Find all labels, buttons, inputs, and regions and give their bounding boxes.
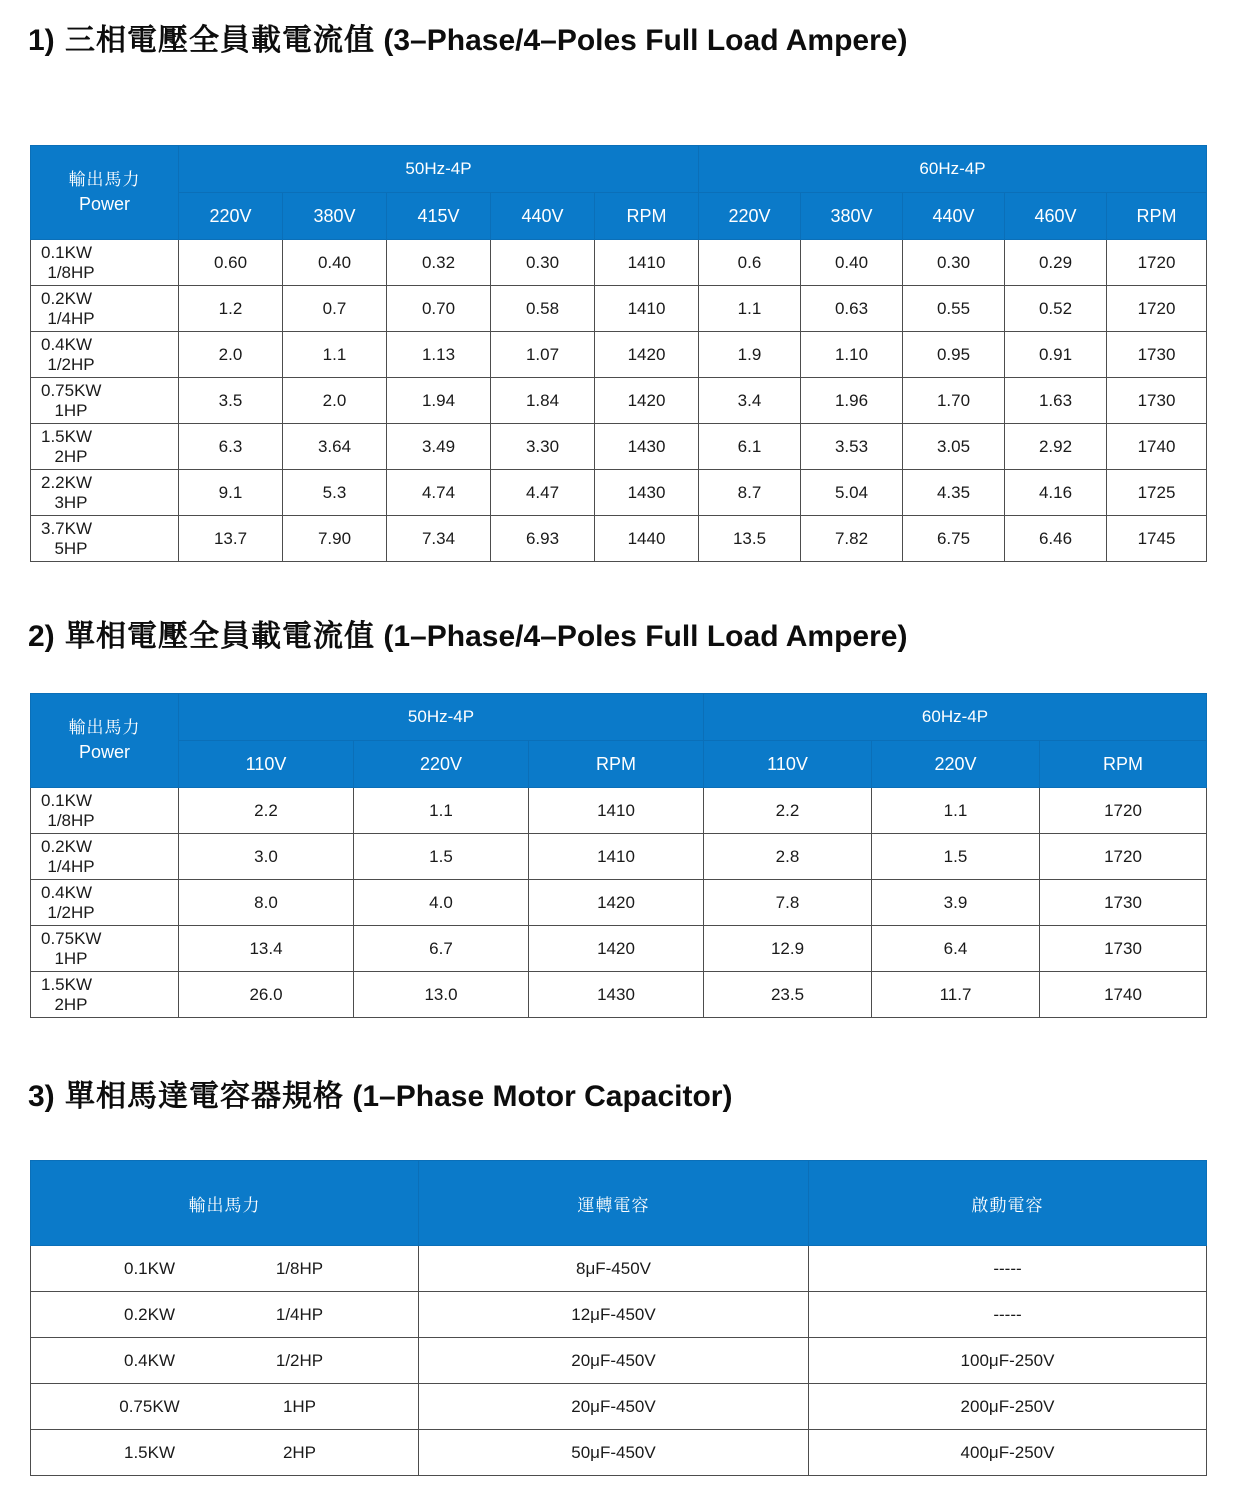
value-cell: 0.6 xyxy=(699,240,801,286)
table-1-col-60hz-rpm: RPM xyxy=(1107,193,1207,240)
table-1-group-50hz: 50Hz-4P xyxy=(179,146,699,193)
value-cell: 1.94 xyxy=(387,378,491,424)
value-cell: 1410 xyxy=(529,788,704,834)
value-cell: 1740 xyxy=(1107,424,1207,470)
value-cell: 23.5 xyxy=(704,972,872,1018)
value-cell: 1740 xyxy=(1040,972,1207,1018)
value-cell: 1420 xyxy=(529,926,704,972)
value-cell: 1730 xyxy=(1040,880,1207,926)
table-3-body xyxy=(31,1246,1207,1476)
value-cell: 2.92 xyxy=(1005,424,1107,470)
value-cell: 3.0 xyxy=(179,834,354,880)
value-cell: 6.4 xyxy=(872,926,1040,972)
value-cell: 0.32 xyxy=(387,240,491,286)
power-cell xyxy=(31,880,179,926)
power-cell xyxy=(31,378,179,424)
value-cell: 4.35 xyxy=(903,470,1005,516)
power-hp: 5HP xyxy=(54,538,88,558)
table-1-col-60hz-460v: 460V xyxy=(1005,193,1107,240)
value-cell: 13.0 xyxy=(354,972,529,1018)
power-kw: 1.5KW xyxy=(41,974,93,994)
value-cell: 1.96 xyxy=(801,378,903,424)
power-cell xyxy=(31,1430,419,1476)
power-kw: 0.2KW xyxy=(41,836,93,856)
power-cell xyxy=(31,1292,419,1338)
table-1-col-60hz-380v: 380V xyxy=(801,193,903,240)
table-2-container xyxy=(30,693,1207,1018)
value-cell: 1410 xyxy=(595,286,699,332)
value-cell: 0.60 xyxy=(179,240,283,286)
power-cell xyxy=(31,332,179,378)
section-2-title-cjk: 單相電壓全員載電流值 xyxy=(65,619,376,654)
power-hp: 1HP xyxy=(282,1396,317,1416)
value-cell: 4.47 xyxy=(491,470,595,516)
table-2-col-50hz-rpm: RPM xyxy=(529,741,704,788)
power-hp: 2HP xyxy=(54,994,88,1014)
table-row xyxy=(31,972,1207,1018)
table-2-head xyxy=(31,694,1207,788)
value-cell: 1725 xyxy=(1107,470,1207,516)
value-cell: 0.63 xyxy=(801,286,903,332)
section-3-title-cjk: 單相馬達電容器規格 xyxy=(65,1079,345,1114)
value-cell: 0.7 xyxy=(283,286,387,332)
power-cell xyxy=(31,424,179,470)
value-cell: 1.1 xyxy=(354,788,529,834)
power-hp: 1/2HP xyxy=(275,1350,324,1370)
value-cell: 9.1 xyxy=(179,470,283,516)
table-2-col-50hz-220v: 220V xyxy=(354,741,529,788)
table-row xyxy=(31,834,1207,880)
table-2-col-50hz-110v: 110V xyxy=(179,741,354,788)
section-1-heading xyxy=(28,24,907,59)
value-cell: 8.0 xyxy=(179,880,354,926)
start-capacitor-cell: ----- xyxy=(809,1246,1207,1292)
value-cell: 6.3 xyxy=(179,424,283,470)
start-capacitor-cell: 100μF-250V xyxy=(809,1338,1207,1384)
table-1-power-header-cjk: 輸出馬力 xyxy=(68,169,141,190)
table-row xyxy=(31,516,1207,562)
value-cell: 6.93 xyxy=(491,516,595,562)
power-hp: 1/8HP xyxy=(275,1258,324,1278)
value-cell: 0.30 xyxy=(491,240,595,286)
value-cell: 2.0 xyxy=(179,332,283,378)
section-2-number: 2) xyxy=(28,620,55,653)
run-capacitor-cell: 8μF-450V xyxy=(419,1246,809,1292)
value-cell: 1.5 xyxy=(872,834,1040,880)
value-cell: 4.0 xyxy=(354,880,529,926)
table-1-group-60hz: 60Hz-4P xyxy=(699,146,1207,193)
value-cell: 11.7 xyxy=(872,972,1040,1018)
section-2-title-latin: (1–Phase/4–Poles Full Load Ampere) xyxy=(383,620,908,653)
power-cell xyxy=(31,286,179,332)
power-hp: 1/4HP xyxy=(275,1304,324,1324)
start-capacitor-cell: ----- xyxy=(809,1292,1207,1338)
power-kw: 0.75KW xyxy=(119,1396,180,1416)
value-cell: 13.4 xyxy=(179,926,354,972)
table-1-container xyxy=(30,145,1207,562)
value-cell: 0.52 xyxy=(1005,286,1107,332)
power-kw: 0.2KW xyxy=(41,288,93,308)
power-kw: 0.4KW xyxy=(41,334,93,354)
value-cell: 0.91 xyxy=(1005,332,1107,378)
value-cell: 2.2 xyxy=(179,788,354,834)
power-kw: 3.7KW xyxy=(41,518,93,538)
table-3-col-run-capacitor: 運轉電容 xyxy=(419,1161,809,1246)
power-kw: 1.5KW xyxy=(41,426,93,446)
value-cell: 2.8 xyxy=(704,834,872,880)
table-1-col-50hz-220v: 220V xyxy=(179,193,283,240)
value-cell: 1.07 xyxy=(491,332,595,378)
value-cell: 6.75 xyxy=(903,516,1005,562)
table-row xyxy=(31,1338,1207,1384)
power-hp: 1HP xyxy=(54,400,88,420)
power-hp: 1HP xyxy=(54,948,88,968)
value-cell: 3.64 xyxy=(283,424,387,470)
value-cell: 1.2 xyxy=(179,286,283,332)
power-hp: 2HP xyxy=(54,446,88,466)
table-3-col-start-capacitor: 啟動電容 xyxy=(809,1161,1207,1246)
table-2-group-50hz: 50Hz-4P xyxy=(179,694,704,741)
table-3-container xyxy=(30,1160,1207,1476)
value-cell: 8.7 xyxy=(699,470,801,516)
table-2-header-row-subs xyxy=(31,741,1207,788)
power-kw: 2.2KW xyxy=(41,472,93,492)
power-hp: 1/2HP xyxy=(47,354,95,374)
value-cell: 1420 xyxy=(529,880,704,926)
value-cell: 1440 xyxy=(595,516,699,562)
table-1-header-row-subs xyxy=(31,193,1207,240)
table-1-col-60hz-220v: 220V xyxy=(699,193,801,240)
power-cell xyxy=(31,926,179,972)
value-cell: 0.58 xyxy=(491,286,595,332)
value-cell: 13.7 xyxy=(179,516,283,562)
value-cell: 6.7 xyxy=(354,926,529,972)
value-cell: 1420 xyxy=(595,332,699,378)
value-cell: 5.3 xyxy=(283,470,387,516)
power-kw: 0.75KW xyxy=(41,380,102,400)
power-cell xyxy=(31,1384,419,1430)
table-1-col-50hz-440v: 440V xyxy=(491,193,595,240)
value-cell: 26.0 xyxy=(179,972,354,1018)
run-capacitor-cell: 50μF-450V xyxy=(419,1430,809,1476)
value-cell: 12.9 xyxy=(704,926,872,972)
power-kw: 0.1KW xyxy=(123,1258,176,1278)
power-kw: 0.4KW xyxy=(123,1350,176,1370)
table-1-col-50hz-380v: 380V xyxy=(283,193,387,240)
value-cell: 0.40 xyxy=(283,240,387,286)
run-capacitor-cell: 12μF-450V xyxy=(419,1292,809,1338)
value-cell: 7.82 xyxy=(801,516,903,562)
value-cell: 1720 xyxy=(1040,834,1207,880)
table-2-header-row-groups xyxy=(31,694,1207,741)
power-cell xyxy=(31,240,179,286)
value-cell: 5.04 xyxy=(801,470,903,516)
value-cell: 1745 xyxy=(1107,516,1207,562)
start-capacitor-cell: 400μF-250V xyxy=(809,1430,1207,1476)
value-cell: 3.30 xyxy=(491,424,595,470)
run-capacitor-cell: 20μF-450V xyxy=(419,1338,809,1384)
table-row xyxy=(31,240,1207,286)
section-3-title-latin: (1–Phase Motor Capacitor) xyxy=(352,1080,733,1113)
power-cell xyxy=(31,788,179,834)
value-cell: 1.1 xyxy=(872,788,1040,834)
section-3-heading xyxy=(28,1080,732,1115)
value-cell: 1.1 xyxy=(699,286,801,332)
power-hp: 1/4HP xyxy=(47,308,95,328)
value-cell: 1.63 xyxy=(1005,378,1107,424)
power-cell xyxy=(31,834,179,880)
value-cell: 3.9 xyxy=(872,880,1040,926)
power-kw: 0.4KW xyxy=(41,882,93,902)
start-capacitor-cell: 200μF-250V xyxy=(809,1384,1207,1430)
table-2-body xyxy=(31,788,1207,1018)
single-phase-full-load-ampere-table xyxy=(30,693,1207,1018)
value-cell: 4.74 xyxy=(387,470,491,516)
value-cell: 3.4 xyxy=(699,378,801,424)
table-1-head xyxy=(31,146,1207,240)
value-cell: 7.8 xyxy=(704,880,872,926)
power-hp: 2HP xyxy=(282,1442,317,1462)
value-cell: 1720 xyxy=(1107,286,1207,332)
power-hp: 1/2HP xyxy=(47,902,95,922)
power-cell xyxy=(31,516,179,562)
value-cell: 6.46 xyxy=(1005,516,1107,562)
value-cell: 1.70 xyxy=(903,378,1005,424)
table-2-group-60hz: 60Hz-4P xyxy=(704,694,1207,741)
table-row xyxy=(31,424,1207,470)
value-cell: 0.95 xyxy=(903,332,1005,378)
value-cell: 1430 xyxy=(595,424,699,470)
table-2-col-60hz-220v: 220V xyxy=(872,741,1040,788)
power-kw: 1.5KW xyxy=(123,1442,176,1462)
value-cell: 13.5 xyxy=(699,516,801,562)
table-1-header-row-groups xyxy=(31,146,1207,193)
table-row xyxy=(31,470,1207,516)
value-cell: 4.16 xyxy=(1005,470,1107,516)
table-3-header-row xyxy=(31,1161,1207,1246)
value-cell: 1430 xyxy=(595,470,699,516)
table-row xyxy=(31,788,1207,834)
table-3-head xyxy=(31,1161,1207,1246)
value-cell: 0.30 xyxy=(903,240,1005,286)
power-kw: 0.2KW xyxy=(123,1304,176,1324)
table-2-power-header xyxy=(31,694,179,788)
value-cell: 2.0 xyxy=(283,378,387,424)
value-cell: 1430 xyxy=(529,972,704,1018)
value-cell: 0.40 xyxy=(801,240,903,286)
power-kw: 0.75KW xyxy=(41,928,102,948)
value-cell: 3.49 xyxy=(387,424,491,470)
value-cell: 3.05 xyxy=(903,424,1005,470)
table-2-power-header-cjk: 輸出馬力 xyxy=(68,717,141,738)
value-cell: 1.84 xyxy=(491,378,595,424)
table-row xyxy=(31,1292,1207,1338)
value-cell: 0.29 xyxy=(1005,240,1107,286)
value-cell: 1730 xyxy=(1040,926,1207,972)
value-cell: 3.5 xyxy=(179,378,283,424)
table-1-col-60hz-440v: 440V xyxy=(903,193,1005,240)
power-kw: 0.1KW xyxy=(41,790,93,810)
value-cell: 1720 xyxy=(1107,240,1207,286)
power-kw: 0.1KW xyxy=(41,242,93,262)
power-cell xyxy=(31,470,179,516)
section-1-number: 1) xyxy=(28,24,55,57)
table-row xyxy=(31,1246,1207,1292)
section-1-title-latin: (3–Phase/4–Poles Full Load Ampere) xyxy=(383,24,908,57)
single-phase-motor-capacitor-table xyxy=(30,1160,1207,1476)
table-3-col-power: 輸出馬力 xyxy=(31,1161,419,1246)
value-cell: 1.5 xyxy=(354,834,529,880)
power-cell xyxy=(31,1338,419,1384)
table-row xyxy=(31,1384,1207,1430)
power-hp: 1/8HP xyxy=(47,262,95,282)
power-cell xyxy=(31,972,179,1018)
three-phase-full-load-ampere-table xyxy=(30,145,1207,562)
table-1-body xyxy=(31,240,1207,562)
value-cell: 2.2 xyxy=(704,788,872,834)
run-capacitor-cell: 20μF-450V xyxy=(419,1384,809,1430)
value-cell: 1.10 xyxy=(801,332,903,378)
table-row xyxy=(31,1430,1207,1476)
table-2-col-60hz-110v: 110V xyxy=(704,741,872,788)
value-cell: 1.1 xyxy=(283,332,387,378)
section-2-heading xyxy=(28,620,907,655)
value-cell: 0.70 xyxy=(387,286,491,332)
power-hp: 1/8HP xyxy=(47,810,95,830)
value-cell: 1730 xyxy=(1107,378,1207,424)
value-cell: 1.13 xyxy=(387,332,491,378)
power-hp: 1/4HP xyxy=(47,856,95,876)
value-cell: 7.34 xyxy=(387,516,491,562)
table-1-col-50hz-rpm: RPM xyxy=(595,193,699,240)
table-row xyxy=(31,880,1207,926)
power-cell xyxy=(31,1246,419,1292)
power-hp: 3HP xyxy=(54,492,88,512)
table-1-col-50hz-415v: 415V xyxy=(387,193,491,240)
value-cell: 0.55 xyxy=(903,286,1005,332)
value-cell: 6.1 xyxy=(699,424,801,470)
value-cell: 1720 xyxy=(1040,788,1207,834)
value-cell: 1410 xyxy=(595,240,699,286)
value-cell: 1420 xyxy=(595,378,699,424)
value-cell: 1.9 xyxy=(699,332,801,378)
table-1-power-header-en: Power xyxy=(78,193,131,214)
table-2-power-header-en: Power xyxy=(78,741,131,762)
value-cell: 3.53 xyxy=(801,424,903,470)
table-row xyxy=(31,926,1207,972)
table-row xyxy=(31,332,1207,378)
table-row xyxy=(31,286,1207,332)
value-cell: 1730 xyxy=(1107,332,1207,378)
table-row xyxy=(31,378,1207,424)
table-1-power-header xyxy=(31,146,179,240)
value-cell: 1410 xyxy=(529,834,704,880)
value-cell: 7.90 xyxy=(283,516,387,562)
table-2-col-60hz-rpm: RPM xyxy=(1040,741,1207,788)
section-3-number: 3) xyxy=(28,1080,55,1113)
section-1-title-cjk: 三相電壓全員載電流值 xyxy=(65,23,376,58)
